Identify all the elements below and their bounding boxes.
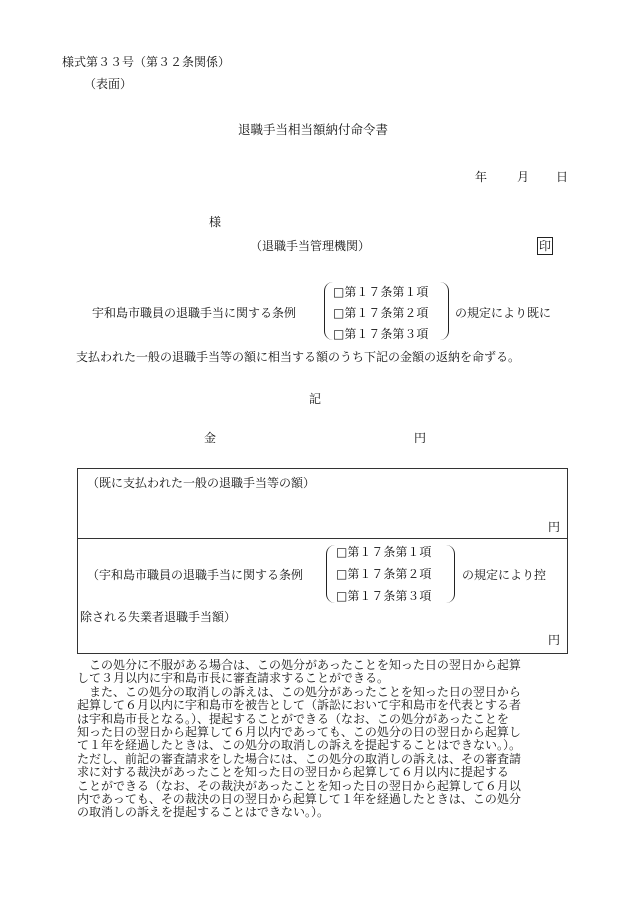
clause-option-2: □第１７条第２項	[333, 306, 429, 320]
note-line: 知った日の翌日から起算して６月以内であっても、この処分の日の翌日から起算し	[77, 725, 521, 740]
note-line: ことができる（なお、その裁決があったことを知った日の翌日から起算して６月以	[77, 778, 521, 793]
issuing-authority: （退職手当管理機関）	[250, 239, 371, 253]
note-line: て１年を経過したときは、この処分の取消しの訴えを提起することはできない。）。	[77, 738, 522, 753]
clause-line2: 支払われた一般の退職手当等の額に相当する額のうち下記の金額の返納を命ずる。	[76, 350, 521, 364]
note-line: 内であっても、その裁決の日の翌日から起算して１年を経過したときは、この処分	[77, 792, 521, 807]
document-title: 退職手当相当額納付命令書	[238, 122, 389, 137]
note-line: この処分に不服がある場合は、この処分があったことを知った日の翌日から起算	[77, 658, 521, 672]
amount-kin: 金	[204, 431, 217, 445]
table-divider	[77, 538, 567, 539]
seal-mark: 印	[538, 239, 551, 253]
form-number: 様式第３３号（第３２条関係）	[62, 55, 231, 69]
row2-line2: 除される失業者退職手当額）	[80, 610, 237, 624]
row1-label: （既に支払われた一般の退職手当等の額）	[87, 476, 316, 490]
row2-option-2: □第１７条第２項	[336, 567, 432, 581]
note-line: 求に対する裁決があったことを知った日の翌日から起算して６月以内に提起する	[77, 765, 509, 780]
row2-option-3: □第１７条第３項	[336, 589, 432, 603]
date-month: 月	[517, 170, 530, 184]
note-line: 起算して６月以内に宇和島市を被告として（訴訟において宇和島市を代表とする者	[77, 698, 522, 713]
row2-prefix: （宇和島市職員の退職手当に関する条例	[87, 568, 304, 582]
date-day: 日	[556, 170, 569, 184]
row2-right-bracket	[446, 545, 455, 603]
clause-prefix: 宇和島市職員の退職手当に関する条例	[92, 306, 297, 320]
right-bracket	[440, 282, 449, 340]
appeal-notes	[77, 659, 577, 820]
ki-mark: 記	[309, 392, 322, 406]
amount-yen: 円	[414, 431, 427, 445]
left-bracket	[324, 282, 333, 340]
note-line: の取消しの訴えを提起することはできない。）。	[77, 805, 330, 820]
amount-table	[77, 468, 568, 654]
note-line: して３月以内に宇和島市長に審査請求することができる。	[77, 671, 390, 686]
note-line: ただし、前記の審査請求をした場合には、この処分の取消しの訴えは、その審査請	[77, 751, 522, 766]
note-line: また、この処分の取消しの訴えは、この処分があったことを知った日の翌日から	[77, 684, 521, 699]
note-line: は宇和島市長となる。）、提起することができる（なお、この処分があったことを	[77, 711, 509, 726]
row1-yen: 円	[548, 520, 561, 534]
clause-suffix: の規定により既に	[455, 306, 552, 320]
row2-left-bracket	[326, 545, 335, 603]
row2-option-1: □第１７条第１項	[336, 545, 432, 559]
honorific-sama: 様	[209, 215, 222, 229]
row2-suffix: の規定により控	[462, 568, 547, 582]
date-year: 年	[475, 170, 488, 184]
clause-option-1: □第１７条第１項	[333, 285, 429, 299]
side-label: （表面）	[84, 77, 133, 91]
row2-yen: 円	[548, 633, 561, 647]
clause-option-3: □第１７条第３項	[333, 327, 429, 341]
